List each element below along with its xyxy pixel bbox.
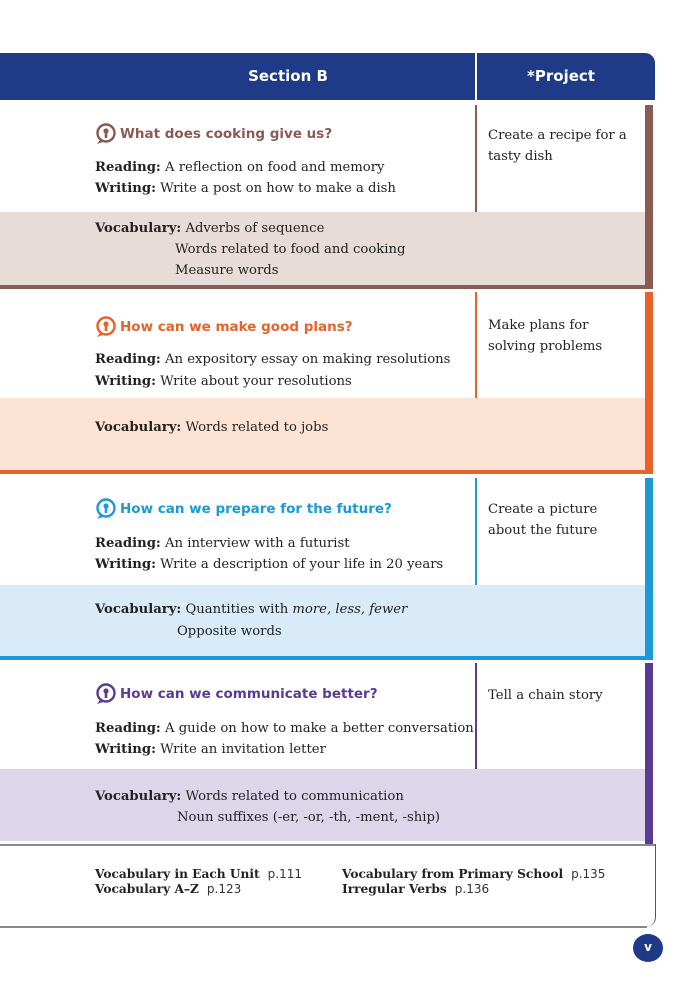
reading-label: Reading: — [95, 352, 161, 367]
footer-item-page: p.135 — [571, 867, 606, 881]
unit-2-writing — [95, 374, 352, 389]
page-number: v — [633, 934, 663, 962]
unit-4-divider — [475, 663, 477, 769]
unit-1-writing — [95, 181, 396, 196]
unit-2-divider — [475, 292, 477, 398]
vocab-item: Noun suffixes (-er, -or, -th, -ment, -ship) — [177, 810, 441, 825]
unit-2-color-bar — [645, 292, 653, 474]
unit-1-bottom-line — [0, 285, 653, 289]
vocab-label: Vocabulary: — [95, 221, 182, 236]
writing-label: Writing: — [95, 181, 156, 196]
unit-3-project: Create a picture about the future — [488, 502, 598, 538]
unit-4-question-text: How can we communicate better? — [120, 686, 378, 702]
footer-item[interactable] — [342, 882, 489, 896]
writing-text: Write an invitation letter — [160, 742, 326, 757]
unit-3-vocab — [95, 602, 407, 617]
unit-4 — [0, 663, 653, 844]
vocab-label: Vocabulary: — [95, 602, 182, 617]
keyhole-icon — [95, 498, 117, 520]
footer-item-page: p.111 — [267, 867, 302, 881]
vocab-item: Quantities with — [185, 602, 293, 617]
footer-corner — [645, 844, 656, 927]
reading-text: An expository essay on making resolutions — [165, 352, 451, 367]
unit-1-color-bar — [645, 105, 653, 288]
writing-text: Write a post on how to make a dish — [160, 181, 396, 196]
footer-item-label: Vocabulary from Primary School — [342, 867, 564, 881]
unit-2-question-text: How can we make good plans? — [120, 319, 353, 335]
unit-4-reading — [95, 721, 474, 736]
reading-label: Reading: — [95, 721, 161, 736]
project-title: *Project — [527, 67, 595, 85]
reading-text: A guide on how to make a better conversation — [165, 721, 474, 736]
footer-top-line — [0, 844, 655, 846]
reading-text: A reflection on food and memory — [165, 160, 385, 175]
unit-3 — [0, 478, 653, 660]
unit-3-bottom-line — [0, 656, 653, 660]
keyhole-icon — [95, 316, 117, 338]
footer-bottom-line — [0, 926, 647, 928]
footer-item[interactable] — [342, 867, 605, 881]
unit-2 — [0, 292, 653, 474]
unit-2-vocab — [95, 420, 328, 435]
table-header — [0, 53, 655, 100]
unit-4-color-bar — [645, 663, 653, 844]
vocab-item-italic: more, less, fewer — [292, 602, 408, 617]
unit-4-vocab — [95, 789, 404, 804]
vocab-label: Vocabulary: — [95, 420, 182, 435]
writing-label: Writing: — [95, 742, 156, 757]
unit-1 — [0, 105, 653, 288]
vocab-item: Opposite words — [177, 624, 282, 639]
unit-1-project: Create a recipe for a tasty dish — [488, 128, 627, 164]
unit-3-writing — [95, 557, 443, 572]
footer-item[interactable] — [95, 882, 241, 896]
footer-item-label: Vocabulary A–Z — [95, 882, 199, 896]
unit-4-project: Tell a chain story — [488, 688, 603, 703]
unit-3-question-text: How can we prepare for the future? — [120, 501, 392, 517]
footer-item-label: Vocabulary in Each Unit — [95, 867, 260, 881]
unit-1-vocab — [95, 221, 324, 236]
reading-label: Reading: — [95, 536, 161, 551]
unit-3-reading — [95, 536, 350, 551]
unit-3-divider — [475, 478, 477, 585]
vocab-item: Measure words — [175, 263, 279, 278]
vocab-label: Vocabulary: — [95, 789, 182, 804]
reading-label: Reading: — [95, 160, 161, 175]
unit-1-question — [95, 123, 332, 145]
unit-2-question — [95, 316, 353, 338]
keyhole-icon — [95, 683, 117, 705]
unit-1-divider — [475, 105, 477, 212]
vocab-item: Words related to communication — [185, 789, 404, 804]
section-title: Section B — [248, 67, 328, 85]
footer-item-label: Irregular Verbs — [342, 882, 447, 896]
unit-1-reading — [95, 160, 384, 175]
vocab-item: Adverbs of sequence — [185, 221, 325, 236]
writing-label: Writing: — [95, 557, 156, 572]
unit-4-question — [95, 683, 378, 705]
unit-2-reading — [95, 352, 450, 367]
footer-item-page: p.123 — [206, 882, 242, 896]
writing-text: Write a description of your life in 20 years — [160, 557, 444, 572]
unit-4-vocab-band — [0, 769, 645, 841]
unit-3-question — [95, 498, 392, 520]
unit-2-project: Make plans for solving problems — [488, 318, 603, 354]
unit-3-vocab-band — [0, 585, 645, 656]
footer-item-page: p.136 — [454, 882, 490, 896]
footer-item[interactable] — [95, 867, 302, 881]
unit-4-writing — [95, 742, 326, 757]
writing-text: Write about your resolutions — [160, 374, 352, 389]
unit-1-question-text: What does cooking give us? — [120, 126, 333, 142]
vocab-item: Words related to food and cooking — [175, 242, 406, 257]
unit-2-bottom-line — [0, 470, 653, 474]
reading-text: An interview with a futurist — [165, 536, 350, 551]
vocab-item: Words related to jobs — [185, 420, 329, 435]
keyhole-icon — [95, 123, 117, 145]
writing-label: Writing: — [95, 374, 156, 389]
unit-3-color-bar — [645, 478, 653, 660]
